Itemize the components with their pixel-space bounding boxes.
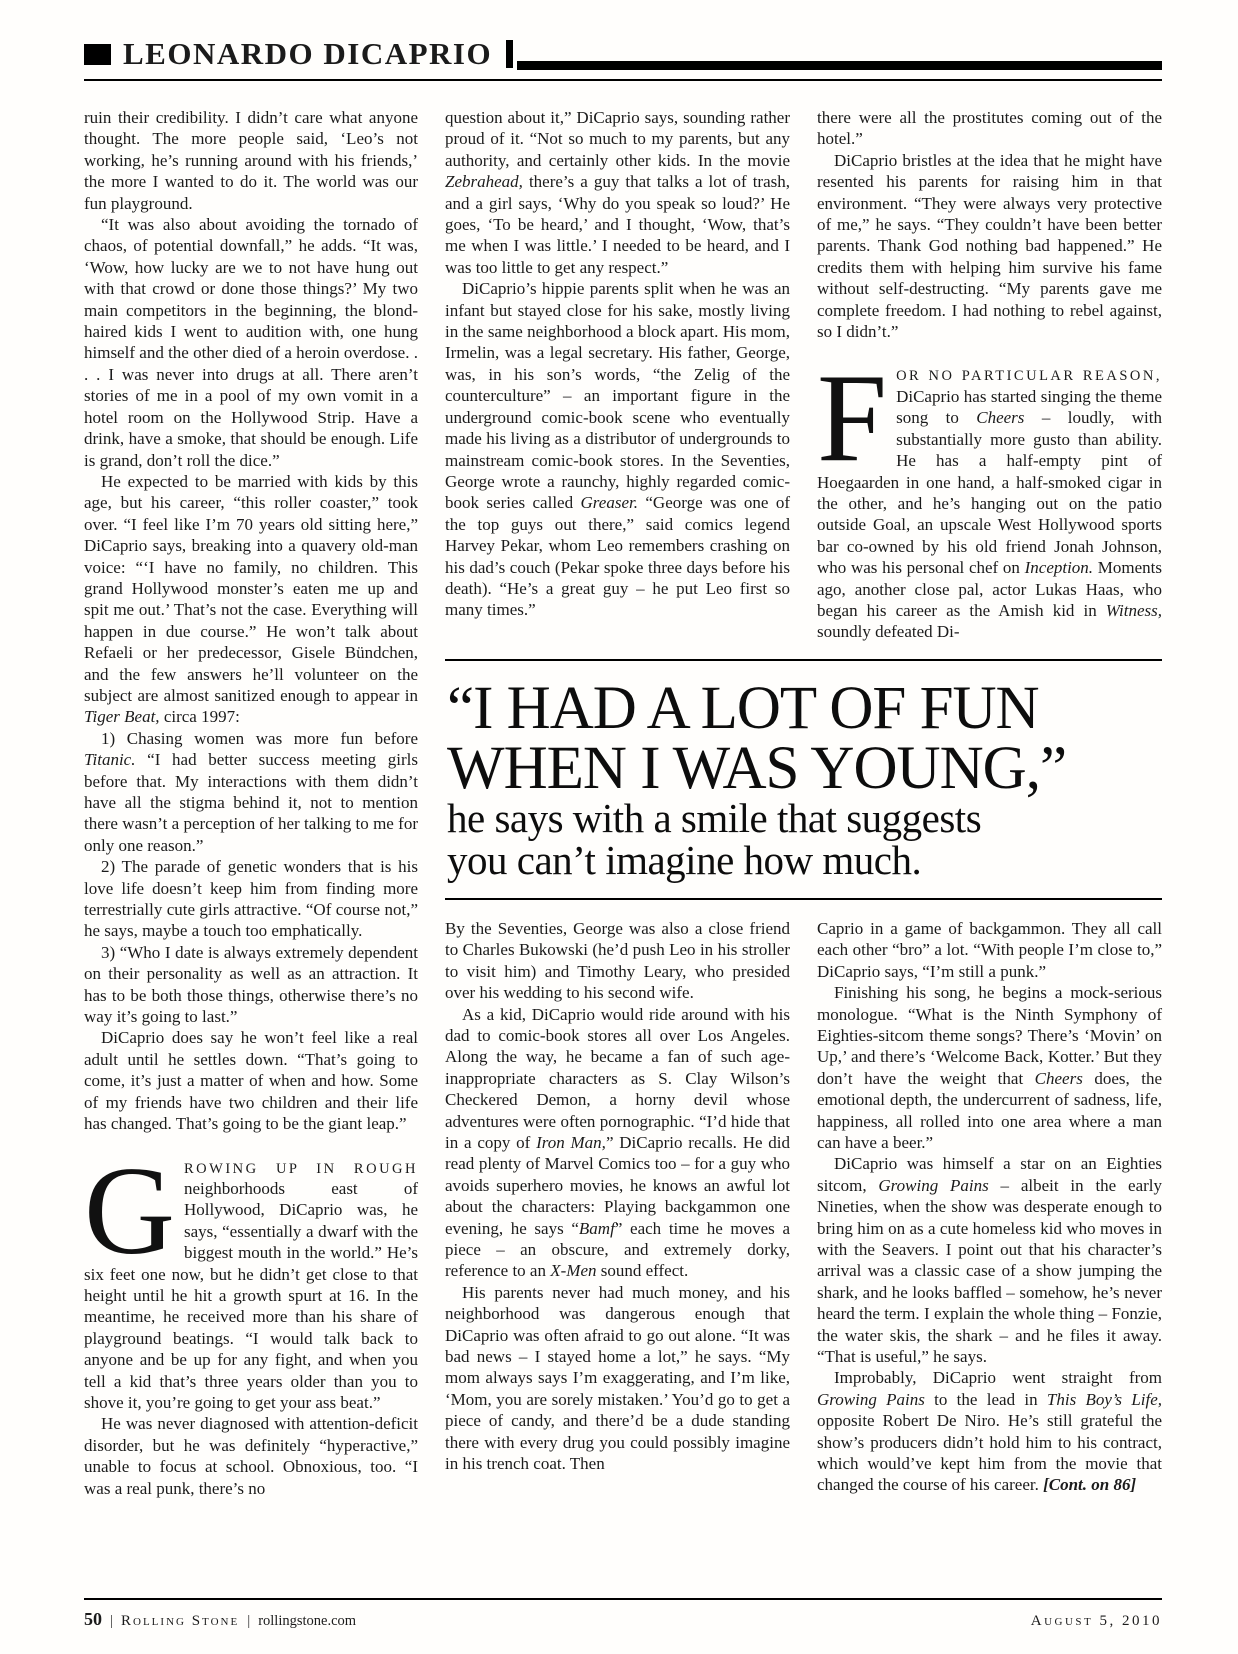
header-left-bar — [84, 44, 111, 65]
pull-quote-line-3: he says with a smile that suggests — [447, 795, 982, 842]
issue-date: August 5, 2010 — [1030, 1613, 1162, 1629]
paragraph: Improbably, DiCaprio went straight from Growing Pains to the lead in This Boy’s Life, opposite Robert De Niro. He’s still grateful the show’s producers didn’t hold him to his contract, which would’ve kept him from the movie that changed the course of his career. [Cont. on 86] — [817, 1368, 1163, 1495]
paragraph: 3) “Who I date is always extremely dependent on their personality as well as an attraction. It has to be both those things, otherwise there’s no way it’s going to last.” — [84, 942, 418, 1027]
header-vertical-bar — [506, 40, 513, 68]
paragraph: DiCaprio does say he won’t feel like a real adult until he settles down. “That’s going to come, it’s just a matter of when and how. Some of my friends have two children and their life has changed. That’s going to be the giant leap.” — [84, 1028, 418, 1134]
footer-separator: | — [110, 1613, 114, 1629]
footer-separator: | — [247, 1613, 251, 1629]
bottom-columns — [445, 918, 1162, 1496]
small-caps-lead: OR NO PARTICULAR REASON, — [896, 368, 1162, 385]
small-caps-lead: ROWING UP IN ROUGH — [184, 1160, 418, 1177]
article-title: LEONARDO DICAPRIO — [123, 36, 493, 71]
paragraph: there were all the prostitutes coming out of the hotel.” — [817, 108, 1162, 149]
paragraph: 1) Chasing women was more fun before Titanic. “I had better success meeting girls before that. My interactions with them didn’t have all the stigma behind it, not to mention there wasn’t a perception of her talking to me for only one reason.” — [84, 728, 418, 855]
paragraph: “It was also about avoiding the tornado of chaos, of potential downfall,” he adds. “It was, ‘Wow, how lucky are we to not have hung out with that crowd or done those things?’ My two main competitors in the beginning, the blond-haired kids I went to audition with, one hung himself and the other died of a heroin overdose. . . . I was never into drugs at all. There aren’t stories of me in a pool of my own vomit in a hotel room on the Hollywood Strip. Have a drink, have a smoke, that should be enough. Life is grand, don’t roll the dice.” — [84, 215, 418, 470]
paragraph: question about it,” DiCaprio says, sounding rather proud of it. “Not so much to my parents, but any authority, and certainly other kids. In the movie Zebrahead, there’s a guy that talks a lot of trash, and a girl says, ‘Why do you speak so loud?’ He goes, ‘To be heard,’ and I thought, ‘Wow, that’s me when I was little.’ I needed to be heard, and I was too little to get any respect.” — [445, 108, 790, 277]
drop-cap: G — [84, 1141, 175, 1281]
pull-quote-line-4: you can’t imagine how much. — [447, 837, 922, 884]
footer-left — [84, 1609, 356, 1630]
magazine-website: rollingstone.com — [258, 1613, 357, 1629]
paragraph: By the Seventies, George was also a close friend to Charles Bukowski (he’d push Leo in his stroller to visit him) and Timothy Leary, who presided over his wedding to his second wife. — [445, 918, 790, 1003]
paragraph: He was never diagnosed with attention-deficit disorder, but he was definitely “hyperactive,” unable to focus at school. Obnoxious, too. “I was a real punk, there’s no — [84, 1414, 418, 1498]
header-thick-rule — [517, 61, 1162, 70]
column-middle-top — [445, 107, 790, 643]
pull-quote — [445, 659, 1162, 900]
paragraph: DiCaprio was himself a star on an Eighties sitcom, Growing Pains – albeit in the early Nineties, when the show was desperate enough to bring him on as a cute homeless kid who moves in with the Seavers. I point out that his character’s arrival was a classic case of a show jumping the shark, and he looks baffled – somehow, he’s never heard the term. I explain the whole thing – Fonzie, the water skis, the shark – and he files it away. “That is useful,” he says. — [817, 1154, 1162, 1367]
column-left — [84, 107, 418, 1499]
paragraph: ruin their credibility. I didn’t care what anyone thought. The more people said, ‘Leo’s not working, he’s running around with his friends,’ the more I wanted to do it. The world was our fun playground. — [84, 108, 418, 213]
page-number: 50 — [84, 1609, 102, 1629]
column-right-bottom — [817, 918, 1162, 1496]
column-middle-bottom — [445, 918, 790, 1496]
page-header — [84, 36, 1162, 81]
top-columns — [445, 107, 1162, 643]
paragraph: He expected to be married with kids by this age, but his career, “this roller coaster,” took over. “I feel like I’m 70 years old sitting here,” DiCaprio says, breaking into a quavery old-man voice: “‘I have no family, no children. This grand Hollywood monster’s eaten me up and spit me out.’ That’s not the case. Everything will happen in due course.” He won’t talk about Refaeli or her predecessor, Gisele Bündchen, and the few answers he’ll volunteer on the subject are almost sanitized enough to appear in Tiger Beat, circa 1997: — [84, 471, 418, 727]
paragraph: FOR NO PARTICULAR REASON, DiCaprio has started singing the theme song to Cheers – loudly, with substantially more gusto than ability. He has a half-empty pint of Hoegaarden in one hand, a half-smoked cigar in the other, and he’s hanging out on the patio outside Goal, an upscale West Hollywood sports bar co-owned by his old friend Jonah Johnson, who was his personal chef on Inception. Moments ago, another close pal, actor Lukas Haas, who began his career as the Amish kid in Witness, soundly defeated Di- — [817, 349, 1162, 642]
paragraph: GROWING UP IN ROUGH neighborhoods east of Hollywood, DiCaprio was, he says, “essentially a dwarf with the biggest mouth in the world.” He’s six feet one now, but he didn’t get close to that height until he hit a growth spurt at 16. In the meantime, he received more than his share of playground beatings. “I would talk back to anyone and be up for any fight, and when you tell a kid that’s three years older than you to shove it, you’re going to get your ass beat.” — [84, 1141, 418, 1412]
paragraph: Caprio in a game of backgammon. They all call each other “bro” a lot. “With people I’m close to,” DiCaprio says, “I’m still a punk.” — [817, 918, 1162, 981]
page-footer — [84, 1598, 1162, 1630]
drop-cap: F — [817, 349, 888, 489]
column-right-top — [817, 107, 1162, 643]
paragraph: Finishing his song, he begins a mock-serious monologue. “What is the Ninth Symphony of Eighties-sitcom theme songs? There’s ‘Movin’ on Up,’ and there’s ‘Welcome Back, Kotter.’ But they don’t have the weight that Cheers does, the emotional depth, the undercurrent of sadness, life, happiness, all rolled into one area where a man can have a beer.” — [817, 983, 1162, 1152]
paragraph: DiCaprio bristles at the idea that he might have resented his parents for raising him in that environment. “They were always very protective of me,” he says. “They couldn’t have been better parents. Thank God nothing bad happened.” He credits them with helping him survive his fame without self-destructing. “My parents gave me complete freedom. I had nothing to rebel against, so I didn’t.” — [817, 150, 1162, 342]
pull-quote-line-1: “I HAD A LOT OF FUN — [447, 674, 1039, 742]
magazine-name: Rolling Stone — [121, 1613, 240, 1629]
column-right-area — [445, 107, 1162, 1499]
pull-quote-line-2: WHEN I WAS YOUNG,” — [447, 734, 1067, 802]
paragraph: 2) The parade of genetic wonders that is his love life doesn’t keep him from finding more terrestrially cute girls attractive. “Of course not,” he says, maybe a touch too emphatically. — [84, 857, 418, 941]
paragraph: DiCaprio’s hippie parents split when he was an infant but stayed close for his sake, mostly living in the same neighborhood a block apart. His mom, Irmelin, was a legal secretary. His father, George, was, in his son’s words, “the Zelig of the counterculture” – an important figure in the underground comic-book scene who eventually made his living as a distributor of undergrounds to mainstream comic-book stores. In the Seventies, George wrote a raunchy, highly regarded comic-book series called Greaser. “George was one of the top guys out there,” said comics legend Harvey Pekar, whom Leo remembers crashing on his dad’s couch (Pekar spoke three days before his death). “He’s a great guy – he put Leo first so many times.” — [445, 279, 790, 620]
article-body — [84, 107, 1162, 1499]
paragraph: His parents never had much money, and his neighborhood was dangerous enough that DiCaprio was often afraid to go out alone. “It was bad news – I stayed home a lot,” he says. “My mom always says I’m exaggerating, and I’m like, ‘Mom, you are sorely mistaken.’ You’d go to get a piece of candy, and there’d be a dude standing there with every drug you could possibly imagine in his trench coat. Then — [445, 1282, 790, 1474]
paragraph: As a kid, DiCaprio would ride around with his dad to comic-book stores all over Los Angeles. Along the way, he became a fan of such age-inappropriate characters as S. Clay Wilson’s Checkered Demon, a horny devil whose adventures were often pornographic. “I’d hide that in a copy of Iron Man,” DiCaprio recalls. He did read plenty of Marvel Comics too – for a guy who avoids superhero movies, he knows an awful lot about the characters: Playing backgammon one evening, he says “Bamf” each time he moves a piece – an obscure, and extremely dorky, reference to an X-Men sound effect. — [445, 1004, 791, 1281]
header-rule — [517, 61, 1162, 70]
